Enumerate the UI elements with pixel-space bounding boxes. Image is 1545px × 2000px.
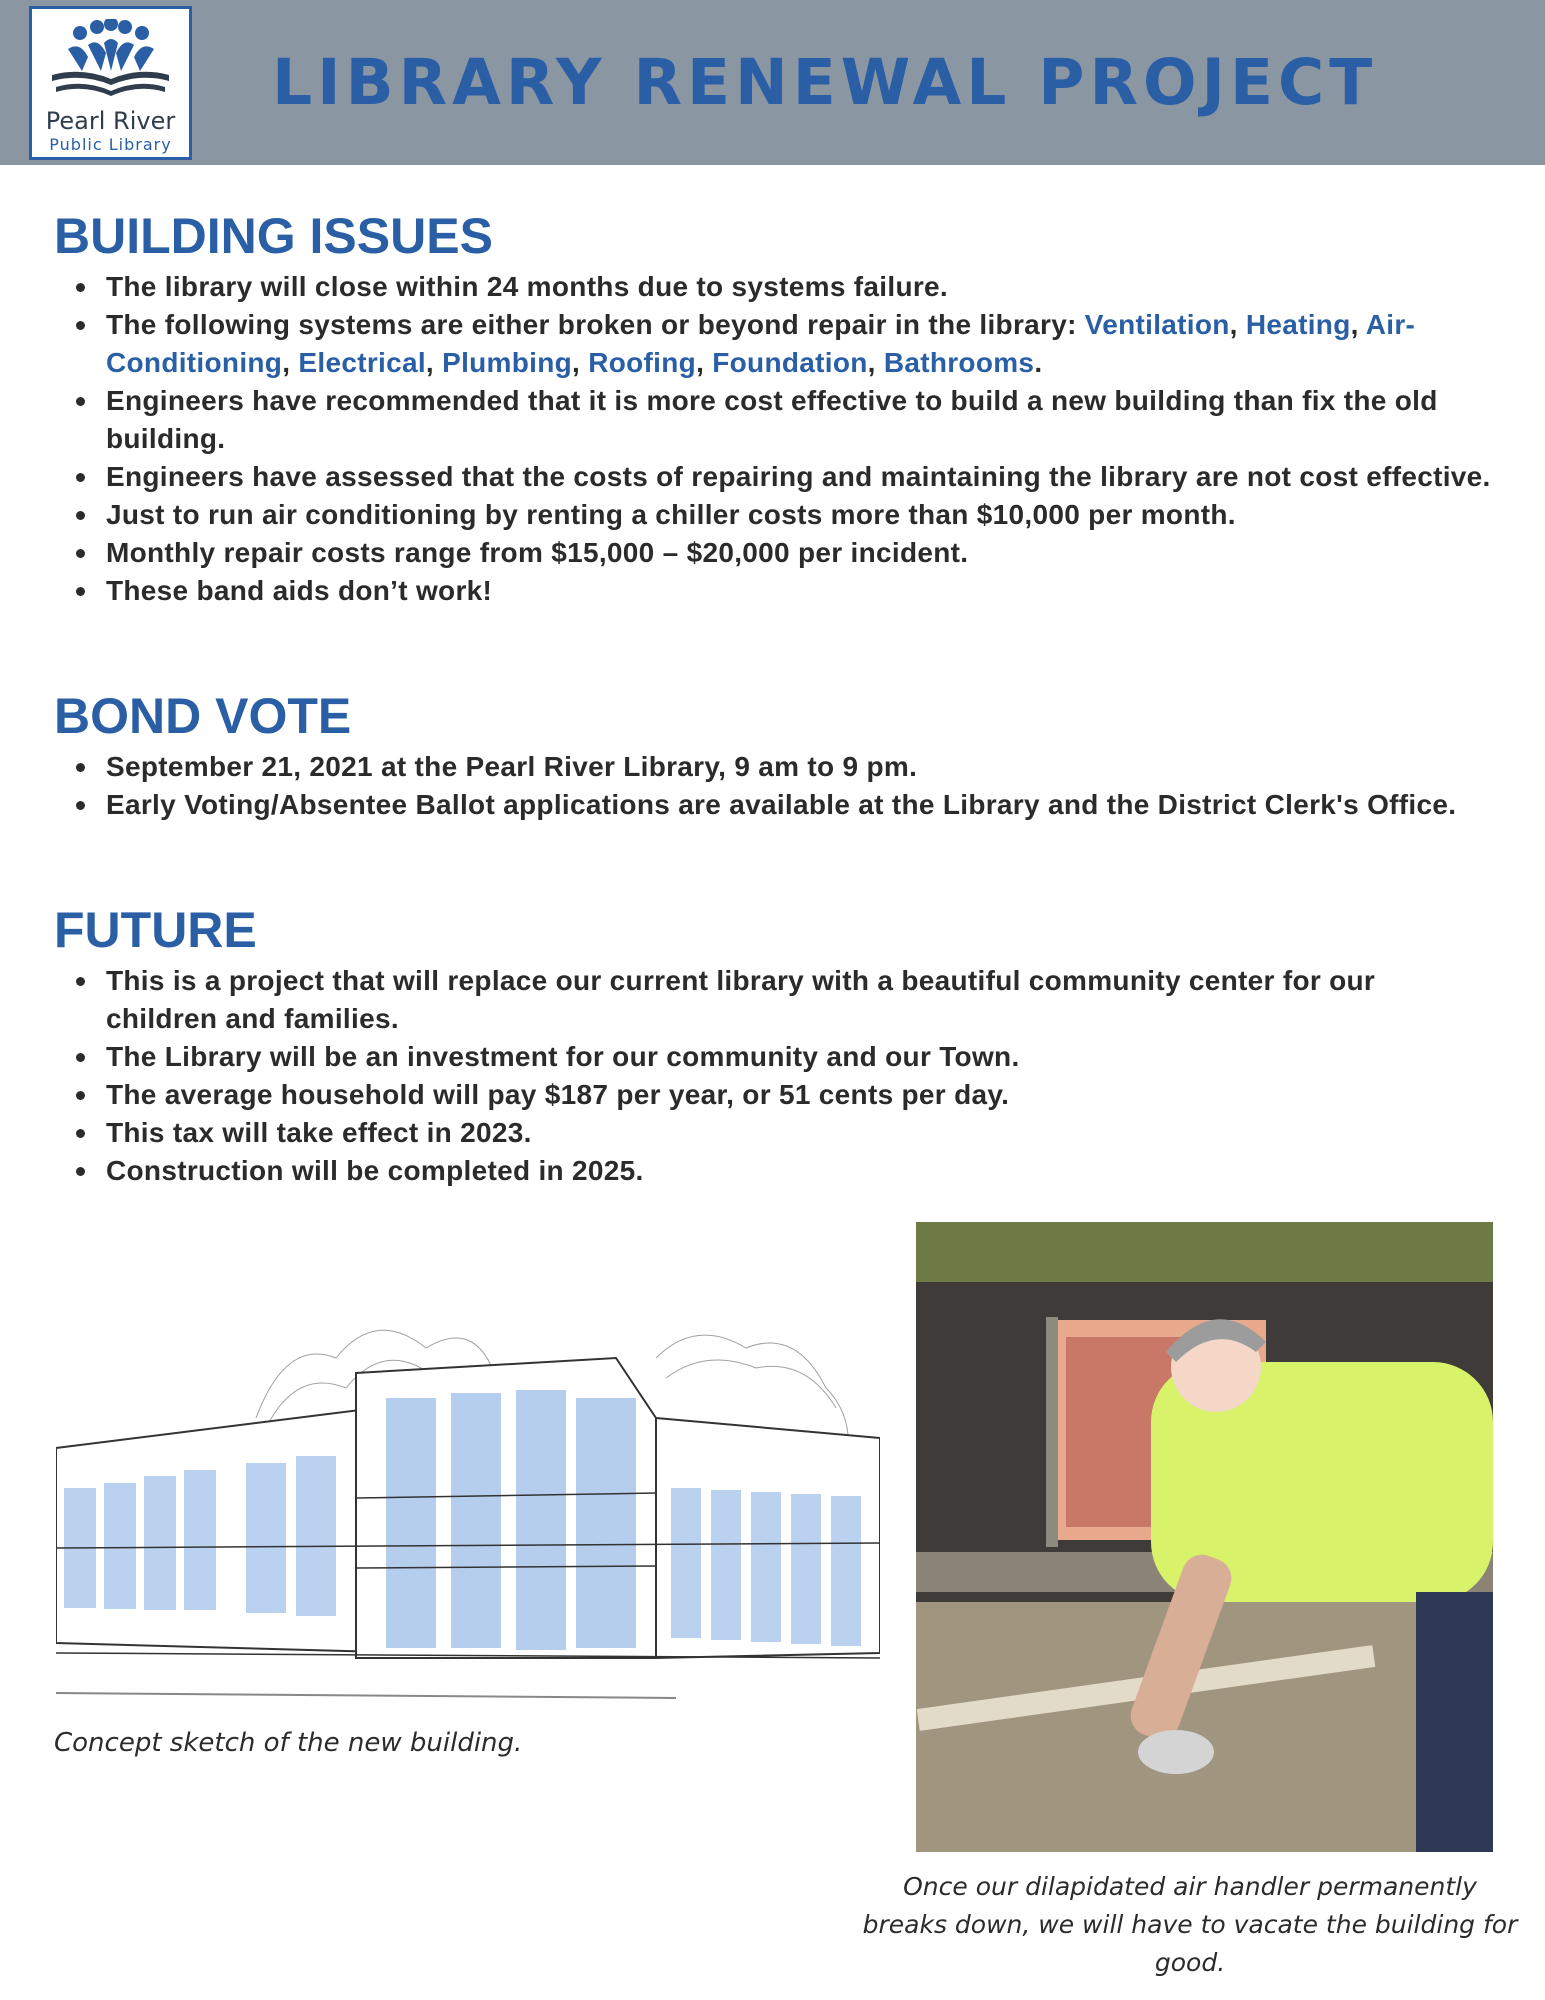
list-item: The Library will be an investment for our community and our Town. (106, 1038, 1494, 1076)
systems-intro: The following systems are either broken or beyond repair in the library: (106, 309, 1085, 340)
logo-subtitle: Public Library (49, 135, 172, 154)
list-item: September 21, 2021 at the Pearl River Library, 9 am to 9 pm. (106, 748, 1494, 786)
list-item: This tax will take effect in 2023. (106, 1114, 1494, 1152)
building-issues-section (54, 208, 1494, 610)
list-item: The library will close within 24 months due to systems failure. (106, 268, 1494, 306)
system-heating: Heating (1245, 309, 1351, 340)
library-logo[interactable] (29, 6, 192, 160)
sketch-caption: Concept sketch of the new building. (54, 1728, 523, 1758)
photo-caption: Once our dilapidated air handler permanently breaks down, we will have to vacate the building for good. (862, 1872, 1518, 1977)
building-issues-heading: BUILDING ISSUES (54, 208, 493, 264)
system-ventilation: Ventilation (1084, 309, 1230, 340)
list-item: These band aids don’t work! (106, 572, 1494, 610)
list-item: This is a project that will replace our current library with a beautiful community center for our children and families. (106, 962, 1494, 1038)
page-title: LIBRARY RENEWAL PROJECT (272, 46, 1378, 119)
list-item: Engineers have assessed that the costs of repairing and maintaining the library are not cost effective. (106, 458, 1494, 496)
system-plumbing: Plumbing (442, 347, 573, 378)
list-item-systems: The following systems are either broken or beyond repair in the library: Ventilation, Heating, Air-Conditioning, Electrical, Plumbing, Roofing, Foundation, Bathrooms. (106, 306, 1494, 382)
future-heading: FUTURE (54, 902, 257, 958)
header-banner (0, 0, 1545, 165)
system-roofing: Roofing (588, 347, 697, 378)
bond-vote-heading: BOND VOTE (54, 688, 352, 744)
bond-vote-section (54, 688, 1494, 824)
logo-name: Pearl River (45, 107, 176, 135)
system-air-conditioning: Air-Conditioning (106, 309, 1416, 378)
list-item: Just to run air conditioning by renting a chiller costs more than $10,000 per month. (106, 496, 1494, 534)
bond-vote-list (54, 748, 1494, 824)
future-list (54, 962, 1494, 1190)
book-people-icon (46, 19, 175, 105)
list-item: The average household will pay $187 per year, or 51 cents per day. (106, 1076, 1494, 1114)
air-handler-photo (916, 1222, 1493, 1852)
concept-sketch-image (56, 1298, 880, 1710)
list-item: Early Voting/Absentee Ballot applications are available at the Library and the District Clerk's Office. (106, 786, 1494, 824)
system-foundation: Foundation (712, 347, 868, 378)
future-section (54, 902, 1494, 1190)
list-item: Engineers have recommended that it is more cost effective to build a new building than fix the old building. (106, 382, 1494, 458)
building-issues-list (54, 268, 1494, 610)
system-electrical: Electrical (298, 347, 426, 378)
system-bathrooms: Bathrooms (883, 347, 1035, 378)
list-item: Monthly repair costs range from $15,000 – $20,000 per incident. (106, 534, 1494, 572)
list-item: Construction will be completed in 2025. (106, 1152, 1494, 1190)
